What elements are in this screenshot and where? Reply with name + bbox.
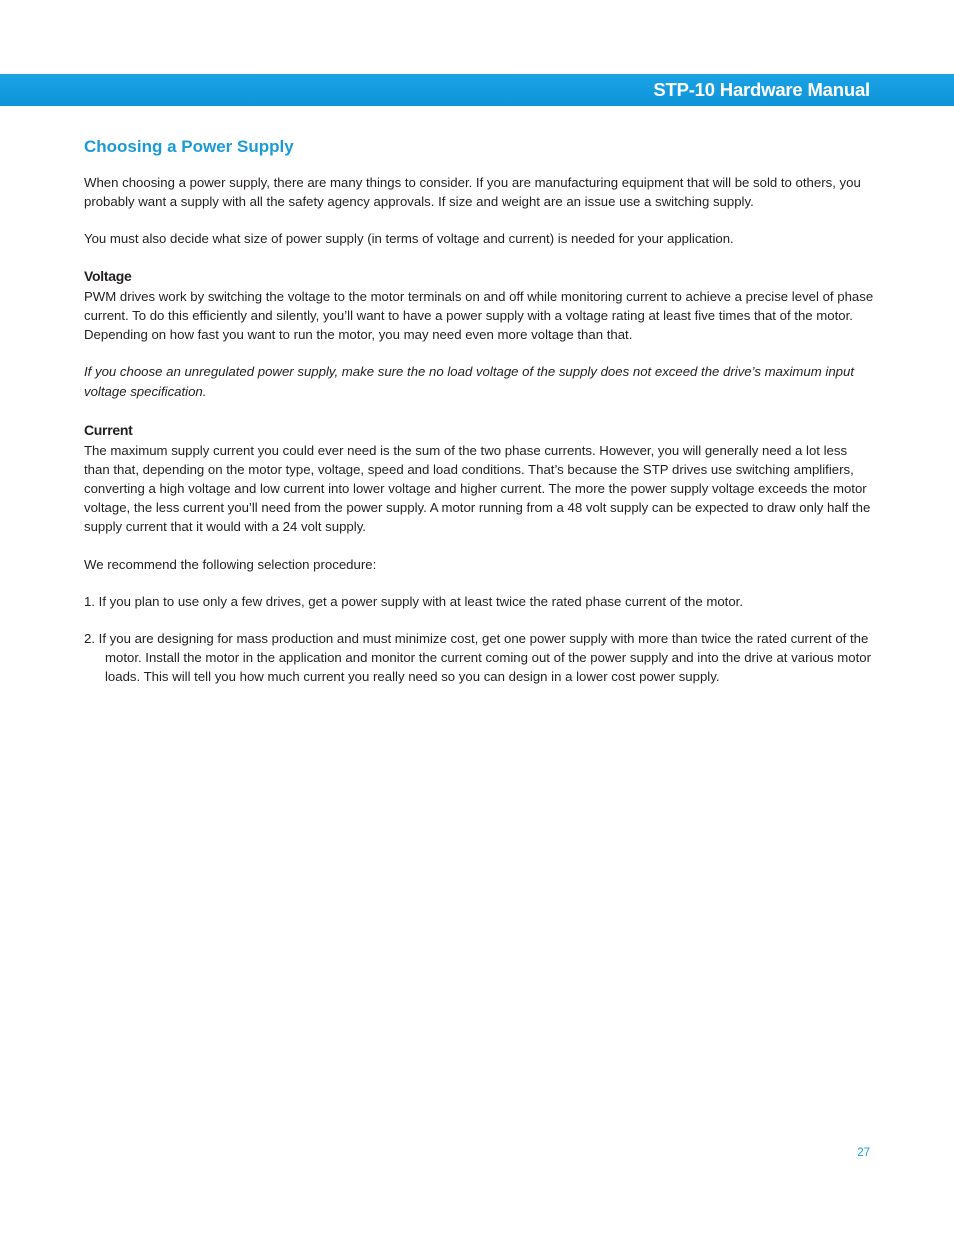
voltage-heading: Voltage — [84, 268, 132, 284]
section-title: Choosing a Power Supply — [84, 137, 294, 156]
current-paragraph: The maximum supply current you could ever need is the sum of the two phase currents. However, you will generally need a lot less than that, depending on the motor type, voltage, speed and load conditions. That’s because the STP drives use switching amplifiers, converting a high voltage and low current into lower voltage and higher current. The more the power supply voltage exceeds the motor voltage, the less current you’ll need from the power supply. A motor running from a 48 volt supply can be expected to draw only half the supply current that it would with a 24 volt supply. — [84, 443, 871, 534]
page-number: 27 — [857, 1147, 870, 1159]
list-item: 2. If you are designing for mass production and must minimize cost, get one power supply with more than twice the rated current of the motor. Install the motor in the application and monitor the current coming out of the power supply and into the drive at various motor loads. This will tell you how much current you really need so you can design in a lower cost power supply. — [84, 631, 872, 684]
intro-paragraph-2: You must also decide what size of power supply (in terms of voltage and current) is needed for your application. — [84, 231, 734, 246]
current-heading: Current — [84, 422, 133, 438]
header-bar — [0, 74, 954, 106]
recommend-paragraph: We recommend the following selection procedure: — [84, 557, 377, 572]
intro-paragraph-1: When choosing a power supply, there are many things to consider. If you are manufacturing equipment that will be sold to others, you probably want a supply with all the safety agency approvals. If size and weight are an issue use a switching supply. — [84, 175, 861, 209]
page-content — [84, 136, 874, 686]
list-item: 1. If you plan to use only a few drives, get a power supply with at least twice the rated phase current of the motor. — [84, 594, 744, 609]
manual-title: STP-10 Hardware Manual — [653, 79, 870, 100]
voltage-note: If you choose an unregulated power supply, make sure the no load voltage of the supply does not exceed the drive’s maximum input voltage specification. — [84, 364, 854, 399]
voltage-paragraph: PWM drives work by switching the voltage to the motor terminals on and off while monitoring current to achieve a precise level of phase current. To do this efficiently and silently, you’ll want to have a power supply with a voltage rating at least five times that of the motor. Depending on how fast you want to run the motor, you may need even more voltage than that. — [84, 289, 874, 342]
